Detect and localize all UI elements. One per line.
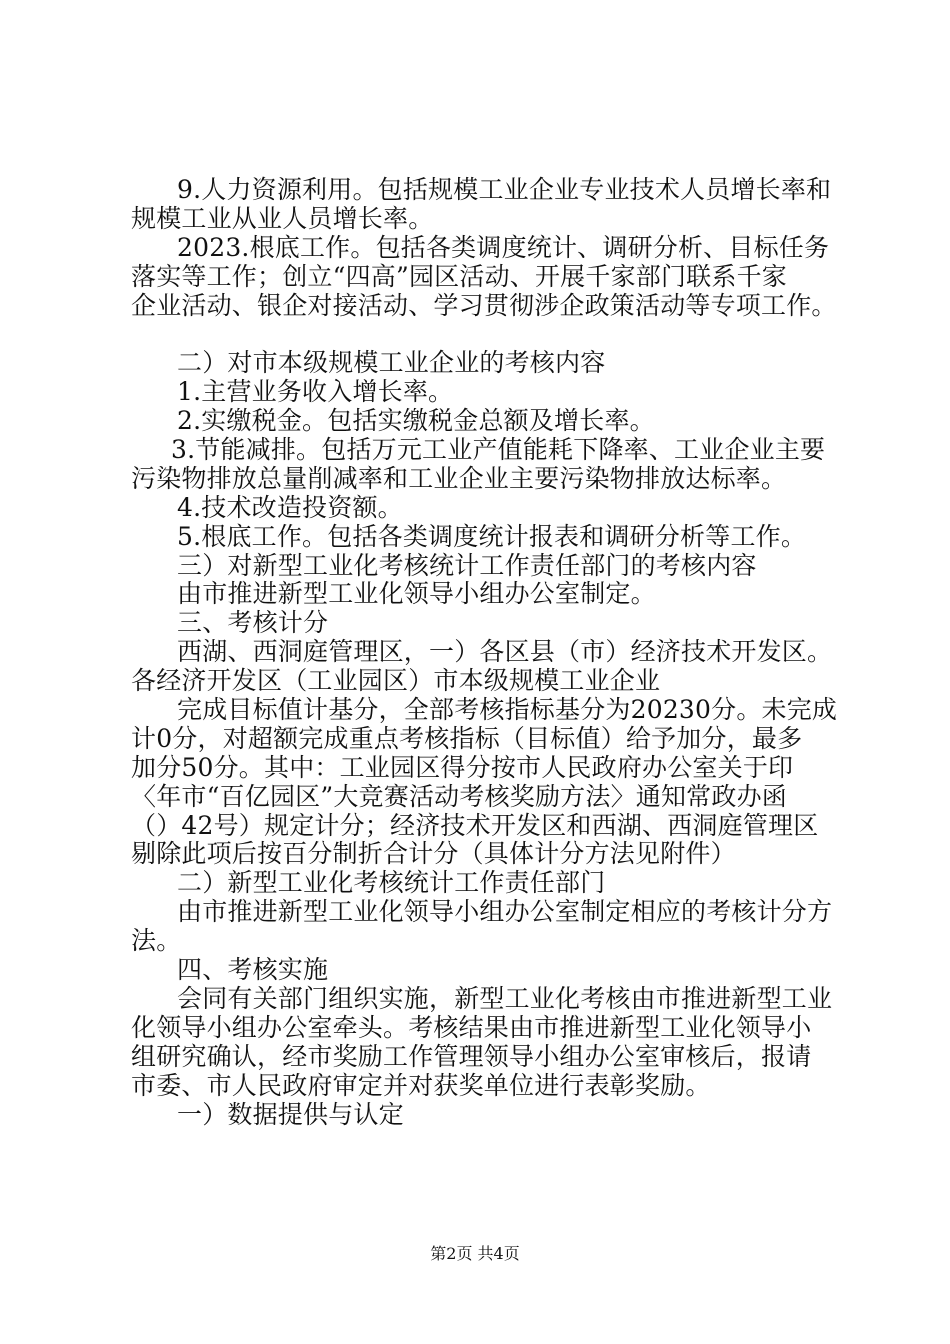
section-heading: 二）对市本级规模工业企业的考核内容 <box>177 348 606 378</box>
section-heading: 一）数据提供与认定 <box>177 1099 404 1129</box>
section-heading: 四、考核实施 <box>177 955 329 985</box>
paragraph-line: （）42号）规定计分；经济技术开发区和西湖、西洞庭管理区 <box>131 810 819 840</box>
paragraph-line: 由市推进新型工业化领导小组办公室制定相应的考核计分方 <box>177 897 833 927</box>
paragraph-line: 完成目标值计基分，全部考核指标基分为20230分。未完成 <box>177 695 838 725</box>
paragraph-line: 各经济开发区（工业园区）市本级规模工业企业 <box>131 666 661 696</box>
document-body <box>131 175 838 1129</box>
paragraph-line: 2.实缴税金。包括实缴税金总额及增长率。 <box>177 406 655 436</box>
paragraph-line: 企业活动、银企对接活动、学习贯彻涉企政策活动等专项工作。 <box>131 290 837 320</box>
paragraph-line: 西湖、西洞庭管理区，一）各区县（市）经济技术开发区。 <box>177 637 833 667</box>
paragraph-line: 4.技术改造投资额。 <box>177 492 403 522</box>
paragraph-line: 污染物排放总量削减率和工业企业主要污染物排放达标率。 <box>131 463 787 493</box>
section-heading: 三、考核计分 <box>177 608 329 638</box>
paragraph-line: 由市推进新型工业化领导小组办公室制定。 <box>177 579 656 609</box>
paragraph-line: 落实等工作；创立“四高”园区活动、开展千家部门联系千家 <box>131 261 787 291</box>
paragraph-line: 5.根底工作。包括各类调度统计报表和调研分析等工作。 <box>177 521 807 551</box>
paragraph-line: 剔除此项后按百分制折合计分（具体计分方法见附件） <box>131 839 736 869</box>
paragraph-line: 化领导小组办公室牵头。考核结果由市推进新型工业化领导小 <box>131 1012 812 1042</box>
paragraph-line: 3.节能减排。包括万元工业产值能耗下降率、工业企业主要 <box>171 435 826 465</box>
paragraph-line: 法。 <box>131 926 182 956</box>
paragraph-line: 会同有关部门组织实施，新型工业化考核由市推进新型工业 <box>177 983 833 1013</box>
paragraph-line: 1.主营业务收入增长率。 <box>177 377 454 407</box>
paragraph-line: 规模工业从业人员增长率。 <box>131 203 434 233</box>
paragraph-line: 市委、市人民政府审定并对获奖单位进行表彰奖励。 <box>131 1070 711 1100</box>
paragraph-line: 2023.根底工作。包括各类调度统计、调研分析、目标任务 <box>177 232 830 262</box>
paragraph-line: 计0分，对超额完成重点考核指标（目标值）给予加分，最多 <box>131 723 803 753</box>
section-heading: 三）对新型工业化考核统计工作责任部门的考核内容 <box>177 550 757 580</box>
section-heading: 二）新型工业化考核统计工作责任部门 <box>177 868 606 898</box>
paragraph-line: 〈年市“百亿园区”大竞赛活动考核奖励方法〉通知常政办函 <box>131 781 787 811</box>
paragraph-line: 9.人力资源利用。包括规模工业企业专业技术人员增长率和 <box>177 175 832 204</box>
paragraph-gap <box>131 320 833 349</box>
page-number-footer: 第2页 共4页 <box>430 1244 520 1263</box>
paragraph-line: 组研究确认，经市奖励工作管理领导小组办公室审核后，报请 <box>131 1041 812 1071</box>
paragraph-line: 加分50分。其中：工业园区得分按市人民政府办公室关于印 <box>131 752 794 782</box>
